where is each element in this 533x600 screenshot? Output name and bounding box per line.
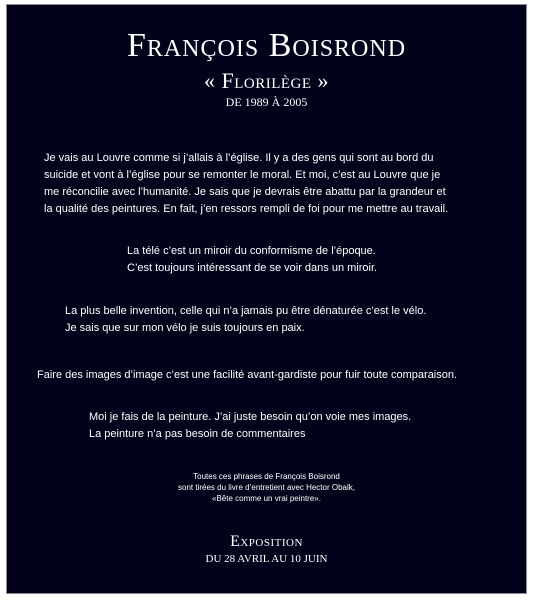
- quote-images: [37, 367, 457, 384]
- quote-line: Moi je fais de la peinture. J’ai juste besoin qu’on voie mes images.: [89, 411, 412, 423]
- quote-line: suicide et vont à l’église pour se remonter le moral. Et moi, c’est au Louvre que je: [44, 169, 441, 181]
- quote-peinture: [89, 409, 411, 443]
- quote-louvre: [44, 150, 448, 218]
- quote-line: La télé c’est un miroir du conformisme de l’époque.: [127, 245, 376, 257]
- period-dates: DE 1989 À 2005: [225, 95, 308, 109]
- quote-line: la qualité des peintures. En fait, j’en ressors rempli de foi pour me mettre au travail.: [44, 203, 449, 215]
- quote-velo: [65, 303, 426, 337]
- artist-name-title: François Boisrond: [126, 27, 407, 64]
- exposition-dates: DU 28 AVRIL AU 10 JUIN: [205, 553, 328, 565]
- quote-tele: [127, 243, 377, 277]
- credit-line: sont tirées du livre d’entretient avec Hector Obalk,: [178, 483, 355, 492]
- quote-line: La peinture n’a pas besoin de commentaires: [89, 428, 306, 440]
- exposition-heading: Exposition: [230, 533, 303, 550]
- credit-line: Toutes ces phrases de François Boisrond: [193, 472, 340, 481]
- exhibition-subtitle: « Florilège »: [203, 68, 330, 93]
- quote-line: Je vais au Louvre comme si j’allais à l’église. Il y a des gens qui sont au bord du: [44, 152, 434, 164]
- quote-line: me réconcilie avec l’humanité. Je sais que je devrais être abattu par la grandeur et: [44, 186, 446, 198]
- quote-line: La plus belle invention, celle qui n’a jamais pu être dénaturée c’est le vélo.: [65, 305, 427, 317]
- quote-line: C’est toujours intéressant de se voir dans un miroir.: [127, 262, 378, 274]
- quote-line: Faire des images d’image c’est une facilité avant-gardiste pour fuir toute comparaison.: [37, 369, 458, 381]
- poster-panel: [6, 4, 527, 594]
- source-credit: [7, 471, 526, 504]
- quote-line: Je sais que sur mon vélo je suis toujours en paix.: [65, 322, 305, 334]
- credit-line: «Bête comme un vrai peintre».: [212, 494, 321, 503]
